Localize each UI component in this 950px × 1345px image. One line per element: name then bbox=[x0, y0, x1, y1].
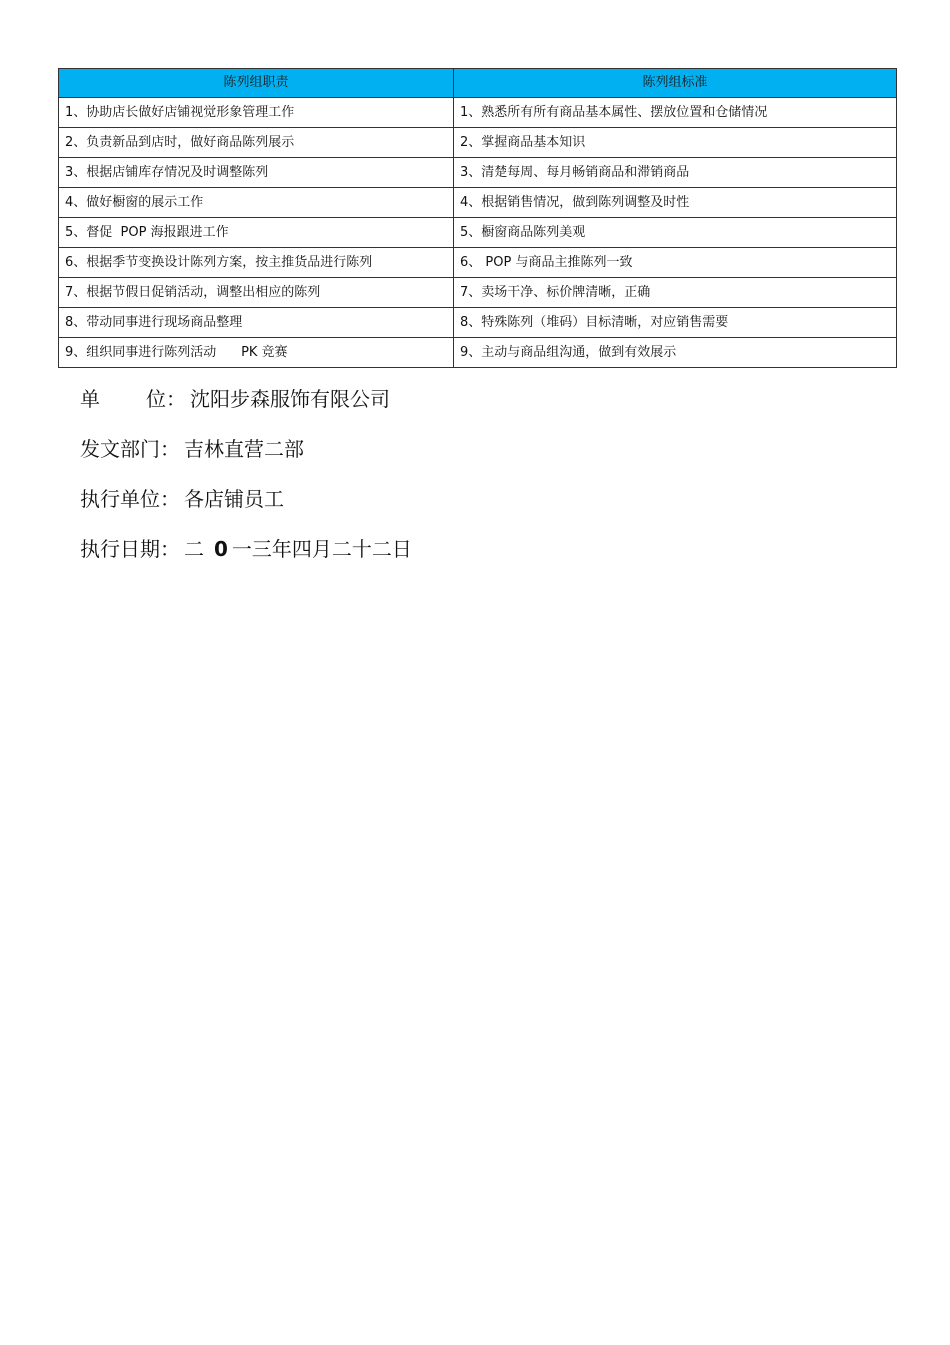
duty-cell: 8、带动同事进行现场商品整理 bbox=[59, 308, 454, 338]
document-info-block bbox=[80, 374, 412, 574]
table-row bbox=[59, 218, 897, 248]
header-standards: 陈列组标准 bbox=[454, 69, 897, 98]
unit-row bbox=[80, 374, 412, 424]
unit-label: 单位 bbox=[80, 387, 166, 411]
standard-cell: 5、橱窗商品陈列美观 bbox=[454, 218, 897, 248]
dept-row bbox=[80, 424, 412, 474]
table-row bbox=[59, 128, 897, 158]
standard-cell: 9、主动与商品组沟通，做到有效展示 bbox=[454, 338, 897, 368]
exec-date-rest: 一三年四月二十二日 bbox=[231, 537, 412, 561]
table-row bbox=[59, 188, 897, 218]
dept-colon: ： bbox=[160, 437, 180, 461]
unit-value: 沈阳步森服饰有限公司 bbox=[190, 387, 390, 411]
standard-cell: 7、卖场干净、标价牌清晰，正确 bbox=[454, 278, 897, 308]
table-row bbox=[59, 308, 897, 338]
table-row bbox=[59, 98, 897, 128]
table-row bbox=[59, 248, 897, 278]
table-header-row bbox=[59, 69, 897, 98]
header-duties: 陈列组职责 bbox=[59, 69, 454, 98]
exec-date-label: 执行日期 bbox=[80, 537, 160, 561]
duty-cell: 9、组织同事进行陈列活动 PK 竞赛 bbox=[59, 338, 454, 368]
duty-cell: 2、负责新品到店时，做好商品陈列展示 bbox=[59, 128, 454, 158]
duty-cell: 1、协助店长做好店铺视觉形象管理工作 bbox=[59, 98, 454, 128]
dept-label: 发文部门 bbox=[80, 437, 160, 461]
exec-unit-colon: ： bbox=[160, 487, 180, 511]
duty-cell: 3、根据店铺库存情况及时调整陈列 bbox=[59, 158, 454, 188]
duty-cell: 4、做好橱窗的展示工作 bbox=[59, 188, 454, 218]
dept-value: 吉林直营二部 bbox=[184, 437, 304, 461]
exec-date-row bbox=[80, 524, 412, 574]
table-row bbox=[59, 158, 897, 188]
standard-cell: 8、特殊陈列（堆码）目标清晰，对应销售需要 bbox=[454, 308, 897, 338]
standard-cell: 2、掌握商品基本知识 bbox=[454, 128, 897, 158]
standard-cell: 6、 POP 与商品主推陈列一致 bbox=[454, 248, 897, 278]
exec-date-colon: ： bbox=[160, 537, 180, 561]
duty-standard-table bbox=[58, 68, 897, 368]
table-row bbox=[59, 278, 897, 308]
unit-colon: ： bbox=[166, 387, 186, 411]
standard-cell: 4、根据销售情况，做到陈列调整及时性 bbox=[454, 188, 897, 218]
standard-cell: 3、清楚每周、每月畅销商品和滞销商品 bbox=[454, 158, 897, 188]
exec-unit-label: 执行单位 bbox=[80, 487, 160, 511]
exec-date-prefix: 二 bbox=[184, 537, 204, 561]
exec-unit-value: 各店铺员工 bbox=[184, 487, 284, 511]
exec-unit-row bbox=[80, 474, 412, 524]
table-row bbox=[59, 338, 897, 368]
standard-cell: 1、熟悉所有所有商品基本属性、摆放位置和仓储情况 bbox=[454, 98, 897, 128]
exec-date-zero: 0 bbox=[214, 537, 228, 561]
duty-cell: 6、根据季节变换设计陈列方案，按主推货品进行陈列 bbox=[59, 248, 454, 278]
duty-cell: 5、督促 POP 海报跟进工作 bbox=[59, 218, 454, 248]
duty-cell: 7、根据节假日促销活动，调整出相应的陈列 bbox=[59, 278, 454, 308]
